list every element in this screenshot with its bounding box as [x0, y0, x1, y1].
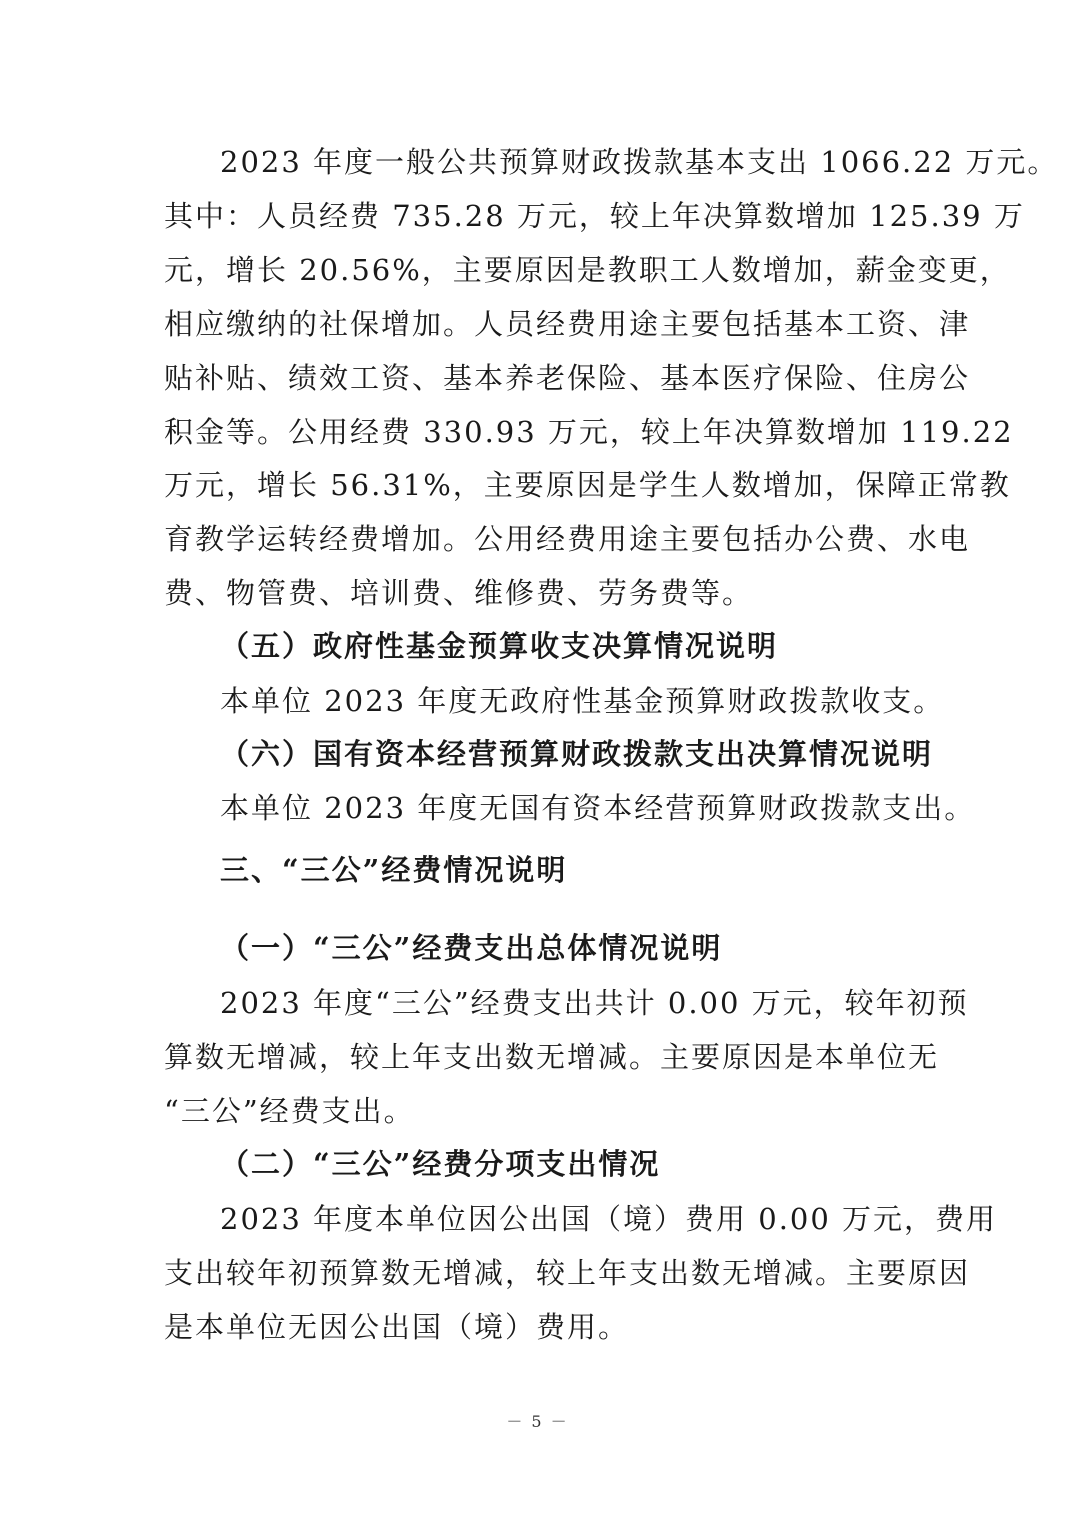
- body-line: 2023 年度一般公共预算财政拨款基本支出 1066.22 万元。: [220, 145, 1059, 179]
- body-line: 费、物管费、培训费、维修费、劳务费等。: [164, 576, 754, 610]
- section-heading: （六）国有资本经营预算财政拨款支出决算情况说明: [220, 737, 934, 771]
- body-line: 本单位 2023 年度无国有资本经营预算财政拨款支出。: [220, 791, 976, 825]
- body-line: 支出较年初预算数无增减，较上年支出数无增减。主要原因: [164, 1256, 971, 1290]
- body-line: 育教学运转经费增加。公用经费用途主要包括办公费、水电: [164, 522, 971, 556]
- body-line: 本单位 2023 年度无政府性基金预算财政拨款收支。: [220, 684, 945, 718]
- body-line: 2023 年度“三公”经费支出共计 0.00 万元，较年初预: [220, 986, 969, 1020]
- body-line: 算数无增减，较上年支出数无增减。主要原因是本单位无: [164, 1040, 940, 1074]
- body-line: 贴补贴、绩效工资、基本养老保险、基本医疗保险、住房公: [164, 361, 971, 395]
- body-line: 其中：人员经费 735.28 万元，较上年决算数增加 125.39 万: [164, 199, 1025, 233]
- body-line: 积金等。公用经费 330.93 万元，较上年决算数增加 119.22: [164, 415, 1014, 449]
- body-line: 2023 年度本单位因公出国（境）费用 0.00 万元，费用: [220, 1202, 998, 1236]
- page-number: － 5 －: [506, 1412, 569, 1431]
- section-heading: （一）“三公”经费支出总体情况说明: [220, 931, 723, 965]
- body-line: “三公”经费支出。: [164, 1094, 415, 1128]
- body-line: 元，增长 20.56%，主要原因是教职工人数增加，薪金变更，: [164, 253, 1011, 287]
- section-heading: （二）“三公”经费分项支出情况: [220, 1147, 661, 1181]
- body-line: 万元，增长 56.31%，主要原因是学生人数增加，保障正常教: [164, 468, 1011, 502]
- chapter-heading: 三、“三公”经费情况说明: [220, 853, 568, 887]
- body-line: 相应缴纳的社保增加。人员经费用途主要包括基本工资、津: [164, 307, 971, 341]
- body-line: 是本单位无因公出国（境）费用。: [164, 1310, 630, 1344]
- section-heading: （五）政府性基金预算收支决算情况说明: [220, 629, 779, 663]
